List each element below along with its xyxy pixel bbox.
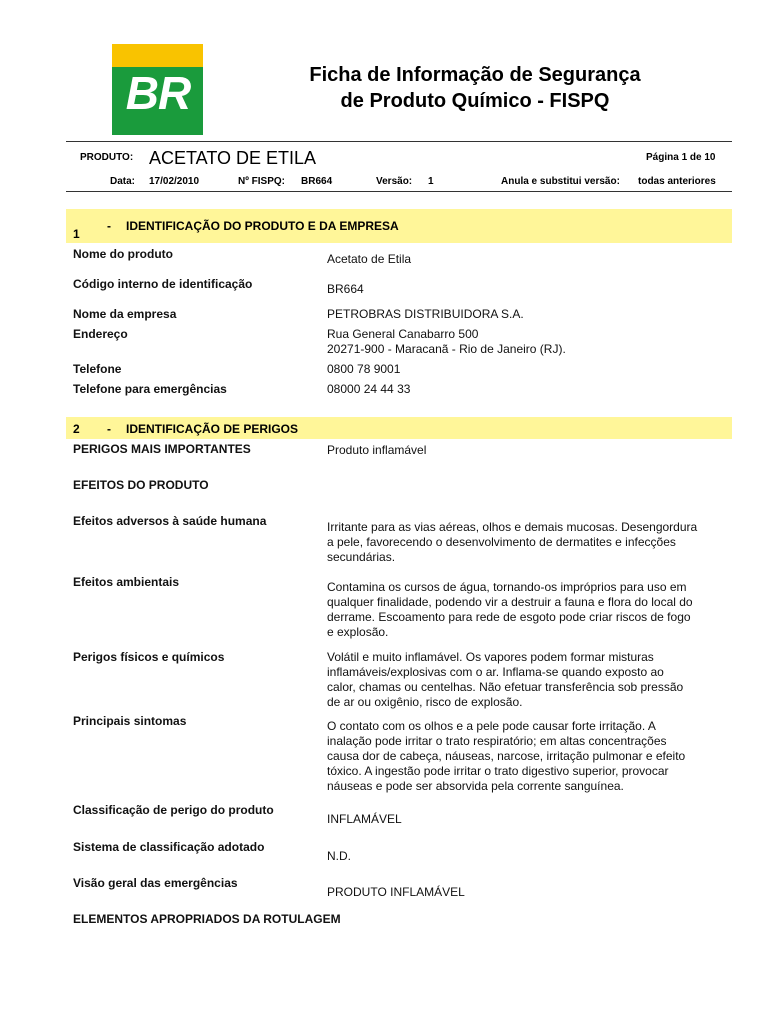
- perigos-label: PERIGOS MAIS IMPORTANTES: [73, 442, 251, 456]
- text-line: Volátil e muito inflamável. Os vapores podem formar misturas: [327, 650, 654, 664]
- text-line: O contato com os olhos e a pele pode causar forte irritação. A: [327, 719, 656, 733]
- empresa-value: PETROBRAS DISTRIBUIDORA S.A.: [327, 307, 524, 321]
- efeitos-heading: EFEITOS DO PRODUTO: [73, 478, 209, 492]
- text-line: a pele, favorecendo o desenvolvimento de dermatites e infecções: [327, 535, 676, 549]
- br-logo: [112, 44, 203, 135]
- endereco-label: Endereço: [73, 327, 128, 341]
- visao-geral-label: Visão geral das emergências: [73, 876, 238, 890]
- efeitos-saude-value: [327, 520, 725, 565]
- rotulagem-heading: ELEMENTOS APROPRIADOS DA ROTULAGEM: [73, 912, 341, 926]
- telefone-label: Telefone: [73, 362, 122, 376]
- sintomas-value: [327, 719, 725, 794]
- text-line: calor, chamas ou centelhas. Não efetuar transferência sob pressão: [327, 680, 684, 694]
- efeitos-saude-label: Efeitos adversos à saúde humana: [73, 514, 267, 528]
- data-label: Data:: [110, 176, 136, 187]
- text-line: Irritante para as vias aéreas, olhos e demais mucosas. Desengordura: [327, 520, 698, 534]
- section1-dash: -: [107, 219, 111, 233]
- text-line: náuseas e pode ser absorvida pela corrente sanguínea.: [327, 779, 624, 793]
- text-line: inflamáveis/explosivas com o ar. Inflama-se quando exposto ao: [327, 665, 664, 679]
- section2-title: IDENTIFICAÇÃO DE PERIGOS: [126, 422, 299, 436]
- telefone-value: 0800 78 9001: [327, 362, 401, 376]
- efeitos-ambientais-value: [327, 580, 725, 640]
- sistema-label: Sistema de classificação adotado: [73, 840, 265, 854]
- perigos-fisicos-label: Perigos físicos e químicos: [73, 650, 225, 664]
- text-line: qualquer finalidade, podendo vir a destruir a fauna e flora do local do: [327, 595, 693, 609]
- versao-label: Versão:: [376, 176, 413, 187]
- classificacao-label: Classificação de perigo do produto: [73, 803, 274, 817]
- logo-yellow-band: [112, 44, 203, 67]
- section2-number: 2: [73, 422, 80, 436]
- document-title-line1: Ficha de Informação de Segurança: [309, 64, 641, 86]
- nome-produto-value: Acetato de Etila: [327, 252, 412, 266]
- versao-value: 1: [428, 176, 434, 187]
- text-line: secundárias.: [327, 550, 396, 564]
- codigo-value: BR664: [327, 282, 364, 296]
- document-title: [270, 62, 680, 114]
- header-bottom-rule: [66, 191, 732, 192]
- text-line: tóxico. A ingestão pode irritar o trato digestivo superior, provocar: [327, 764, 669, 778]
- telefone-emergencia-value: 08000 24 44 33: [327, 382, 411, 396]
- perigos-fisicos-value: [327, 650, 725, 710]
- document-title-line2: de Produto Químico - FISPQ: [340, 90, 610, 112]
- endereco-value: Rua General Canabarro 500: [327, 327, 479, 341]
- logo-text: BR: [125, 67, 191, 119]
- text-line: causa dor de cabeça, náuseas, narcose, irritação pulmonar e efeito: [327, 749, 686, 763]
- text-line: inalação pode irritar o trato respiratório; em altas concentrações: [327, 734, 667, 748]
- perigos-value: Produto inflamável: [327, 443, 427, 457]
- text-line: de ar ou oxigênio, risco de explosão.: [327, 695, 523, 709]
- nome-produto-label: Nome do produto: [73, 247, 173, 261]
- header-top-rule: [66, 141, 732, 142]
- sintomas-label: Principais sintomas: [73, 714, 187, 728]
- endereco-value-line2: 20271-900 - Maracanã - Rio de Janeiro (RJ).: [327, 342, 566, 356]
- section2-dash: -: [107, 422, 111, 436]
- classificacao-value: INFLAMÁVEL: [327, 812, 402, 826]
- data-value: 17/02/2010: [149, 176, 200, 187]
- sistema-value: N.D.: [327, 849, 351, 863]
- anula-value: todas anteriores: [638, 176, 716, 187]
- text-line: Contamina os cursos de água, tornando-os impróprios para uso em: [327, 580, 687, 594]
- produto-value: ACETATO DE ETILA: [149, 148, 317, 168]
- text-line: derrame. Escoamento para rede de esgoto pode criar riscos de fogo: [327, 610, 691, 624]
- fispq-label: Nº FISPQ:: [238, 176, 285, 187]
- fispq-value: BR664: [301, 176, 333, 187]
- produto-label: PRODUTO:: [80, 152, 134, 163]
- visao-geral-value: PRODUTO INFLAMÁVEL: [327, 885, 465, 899]
- section1-number: 1: [73, 227, 80, 241]
- section1-title: IDENTIFICAÇÃO DO PRODUTO E DA EMPRESA: [126, 219, 399, 233]
- text-line: e explosão.: [327, 625, 389, 639]
- codigo-label: Código interno de identificação: [73, 277, 253, 291]
- anula-label: Anula e substitui versão:: [501, 176, 620, 187]
- page-indicator: Página 1 de 10: [646, 152, 716, 163]
- efeitos-ambientais-label: Efeitos ambientais: [73, 575, 180, 589]
- telefone-emergencia-label: Telefone para emergências: [73, 382, 227, 396]
- empresa-label: Nome da empresa: [73, 307, 177, 321]
